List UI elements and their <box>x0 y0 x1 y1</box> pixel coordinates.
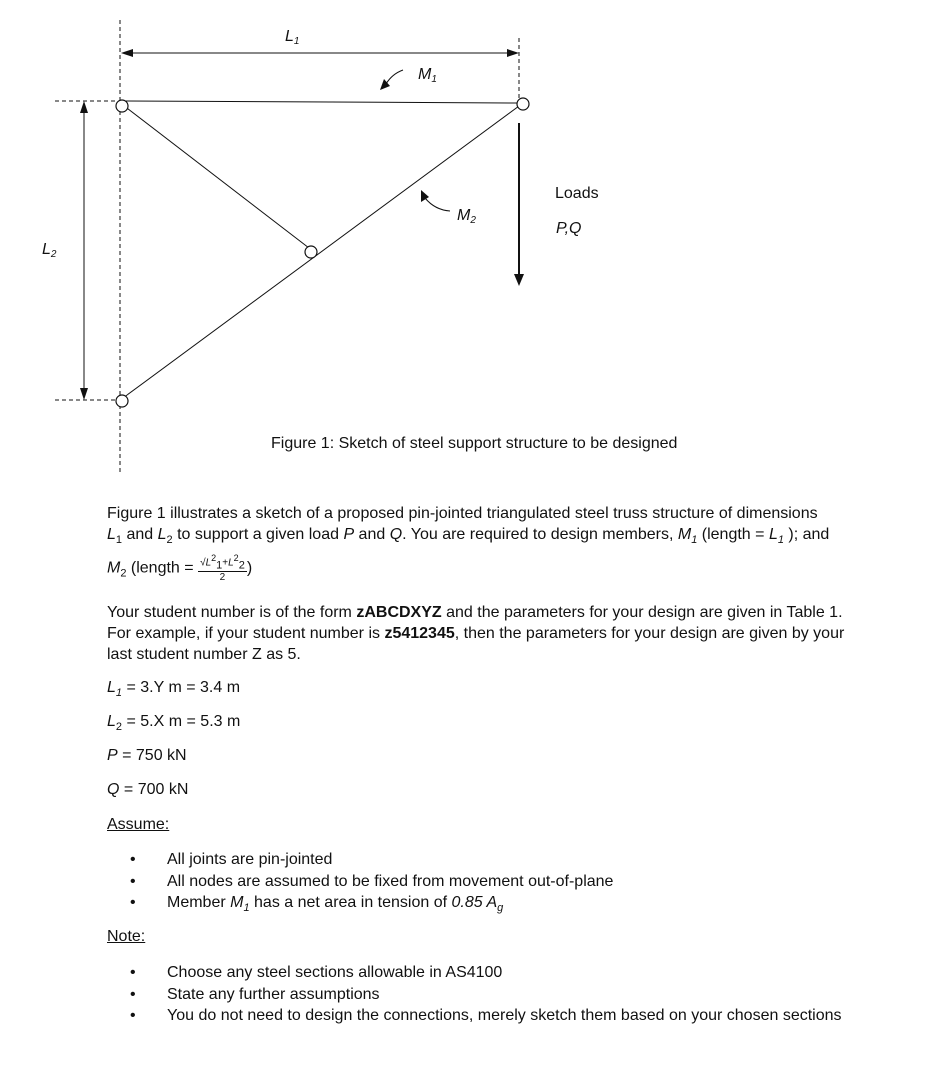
M2-label: M2 <box>457 207 476 226</box>
L2-arrowhead-top <box>80 101 88 113</box>
m2-length-fraction: $\frac{√L^2_1+L^2_2}{2}$ <box>200 553 245 584</box>
joint-top-right <box>517 98 529 110</box>
note-list <box>130 962 842 1027</box>
loads-title: Loads <box>555 185 599 202</box>
member-strut <box>123 105 309 248</box>
note-item: • You do not need to design the connections, merely sketch them based on your chosen sections <box>130 1005 842 1027</box>
figure-caption: Figure 1: Sketch of steel support structure to be designed <box>271 435 678 452</box>
student-paragraph: Your student number is of the form zABCDXYZ and the parameters for your design are given in Table 1. For example, if your student number is z5412345, then the parameters for your design are given by your last student number Z as 5. <box>107 604 845 663</box>
param-Q: Q = 700 kN <box>107 781 189 798</box>
L1-label: L1 <box>285 28 300 47</box>
joint-top-left <box>116 100 128 112</box>
param-L2: $L_2 = 5.X$ m = 5.3 m <box>107 713 241 734</box>
note-heading: Note: <box>107 928 146 945</box>
load-arrowhead <box>514 274 524 286</box>
note-item: • Choose any steel sections allowable in AS4100 <box>130 962 842 984</box>
truss-figure <box>0 0 952 480</box>
intro-paragraph <box>107 503 867 551</box>
assume-item: • All joints are pin-jointed <box>130 849 613 871</box>
joint-bottom-left <box>116 395 128 407</box>
note-item: • State any further assumptions <box>130 984 842 1006</box>
param-L1: $L_1 = 3.Y$ m = 3.4 m <box>107 679 241 700</box>
M2-pointer-curve <box>425 198 450 211</box>
intro-line-2: $L_1$ and $L_2$ to support a given load P and Q. You are required to design members, $M_1$ (length = $L_1$ ); and <box>107 526 830 547</box>
M1-label: M1 <box>418 66 437 85</box>
loads-values: P,Q <box>556 220 582 237</box>
joint-mid <box>305 246 317 258</box>
L2-label: L2 <box>42 241 57 260</box>
M1-pointer-curve <box>386 70 403 84</box>
member-diagonal-M2 <box>123 106 519 398</box>
m2-length-line: $M_2$ (length = $\frac{√L^2_1+L^2_2}{2}$ ) <box>107 553 253 584</box>
assume-item: • Member $M_1$ has a net area in tension of 0.85 $A_g$ <box>130 892 613 914</box>
L2-arrowhead-bottom <box>80 388 88 400</box>
intro-line-1: Figure 1 illustrates a sketch of a proposed pin-jointed triangulated steel truss structure of dimensions <box>107 505 818 522</box>
L1-arrowhead-right <box>507 49 519 57</box>
member-top-M1 <box>122 101 519 103</box>
param-P: P = 750 kN <box>107 747 187 764</box>
assume-heading: Assume: <box>107 816 170 833</box>
L1-arrowhead-left <box>121 49 133 57</box>
assume-list <box>130 849 613 914</box>
assume-item: • All nodes are assumed to be fixed from movement out-of-plane <box>130 871 613 893</box>
M2-pointer-head <box>421 190 429 202</box>
